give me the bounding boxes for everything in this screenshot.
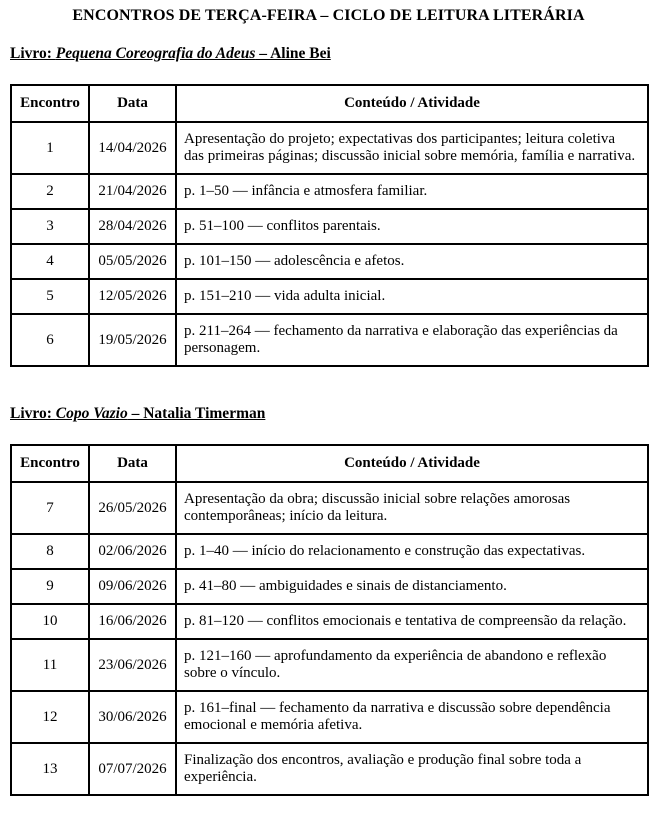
- encontro-number: 8: [11, 534, 89, 569]
- encontro-content: p. 51–100 — conflitos parentais.: [176, 209, 648, 244]
- encontro-number: 9: [11, 569, 89, 604]
- encontro-content: p. 211–264 — fechamento da narrativa e elaboração das experiências da personagem.: [176, 314, 648, 366]
- encontro-number: 6: [11, 314, 89, 366]
- table-row: [11, 534, 648, 569]
- encontro-content: p. 161–final — fechamento da narrativa e discussão sobre dependência emocional e memória afetiva.: [176, 691, 648, 743]
- table-row: [11, 743, 648, 795]
- page-title: ENCONTROS DE TERÇA-FEIRA – CICLO DE LEITURA LITERÁRIA: [72, 7, 585, 24]
- encontro-content: p. 81–120 — conflitos emocionais e tentativa de compreensão da relação.: [176, 604, 648, 639]
- table-row: [11, 244, 648, 279]
- encontro-number: 13: [11, 743, 89, 795]
- column-header-encontro: Encontro: [11, 445, 89, 482]
- column-header-data: Data: [89, 85, 176, 122]
- table-row: [11, 691, 648, 743]
- book-heading-2-title: Copo Vazio: [55, 405, 128, 422]
- table-row: [11, 482, 648, 534]
- table-row: [11, 569, 648, 604]
- encontro-content: Apresentação do projeto; expectativas dos participantes; leitura coletiva das primeiras páginas; discussão inicial sobre memória, família e narrativa.: [176, 122, 648, 174]
- encontro-number: 3: [11, 209, 89, 244]
- encontro-number: 12: [11, 691, 89, 743]
- encontro-content: p. 1–40 — início do relacionamento e construção das expectativas.: [176, 534, 648, 569]
- schedule-table-1: [10, 84, 649, 367]
- encontro-date: 30/06/2026: [89, 691, 176, 743]
- encontro-date: 16/06/2026: [89, 604, 176, 639]
- encontro-date: 07/07/2026: [89, 743, 176, 795]
- table-2-header-row: [11, 445, 648, 482]
- schedule-table-2: [10, 444, 649, 796]
- encontro-number: 11: [11, 639, 89, 691]
- encontro-number: 7: [11, 482, 89, 534]
- encontro-date: 28/04/2026: [89, 209, 176, 244]
- encontro-number: 10: [11, 604, 89, 639]
- table-row: [11, 639, 648, 691]
- encontro-content: Finalização dos encontros, avaliação e produção final sobre toda a experiência.: [176, 743, 648, 795]
- encontro-date: 14/04/2026: [89, 122, 176, 174]
- encontro-content: p. 121–160 — aprofundamento da experiência de abandono e reflexão sobre o vínculo.: [176, 639, 648, 691]
- column-header-encontro: Encontro: [11, 85, 89, 122]
- column-header-conteudo: Conteúdo / Atividade: [176, 85, 648, 122]
- table-row: [11, 209, 648, 244]
- book-heading-2-author: – Natalia Timerman: [127, 405, 266, 422]
- encontro-date: 09/06/2026: [89, 569, 176, 604]
- encontro-content: p. 101–150 — adolescência e afetos.: [176, 244, 648, 279]
- encontro-date: 23/06/2026: [89, 639, 176, 691]
- table-row: [11, 314, 648, 366]
- book-heading-1-title: Pequena Coreografia do Adeus: [55, 45, 256, 62]
- encontro-content: p. 1–50 — infância e atmosfera familiar.: [176, 174, 648, 209]
- book-heading-1: [10, 45, 647, 63]
- column-header-data: Data: [89, 445, 176, 482]
- table-row: [11, 122, 648, 174]
- encontro-number: 4: [11, 244, 89, 279]
- encontro-date: 05/05/2026: [89, 244, 176, 279]
- book-heading-1-prefix: Livro:: [10, 45, 56, 62]
- encontro-date: 21/04/2026: [89, 174, 176, 209]
- encontro-date: 12/05/2026: [89, 279, 176, 314]
- encontro-content: p. 151–210 — vida adulta inicial.: [176, 279, 648, 314]
- encontro-number: 5: [11, 279, 89, 314]
- book-heading-2: [10, 405, 647, 423]
- table-row: [11, 174, 648, 209]
- table-row: [11, 604, 648, 639]
- book-heading-1-author: – Aline Bei: [255, 45, 331, 62]
- book-heading-2-prefix: Livro:: [10, 405, 56, 422]
- encontro-date: 19/05/2026: [89, 314, 176, 366]
- encontro-number: 2: [11, 174, 89, 209]
- encontro-content: Apresentação da obra; discussão inicial sobre relações amorosas contemporâneas; início da leitura.: [176, 482, 648, 534]
- encontro-date: 26/05/2026: [89, 482, 176, 534]
- encontro-date: 02/06/2026: [89, 534, 176, 569]
- encontro-content: p. 41–80 — ambiguidades e sinais de distanciamento.: [176, 569, 648, 604]
- table-1-header-row: [11, 85, 648, 122]
- table-row: [11, 279, 648, 314]
- encontro-number: 1: [11, 122, 89, 174]
- column-header-conteudo: Conteúdo / Atividade: [176, 445, 648, 482]
